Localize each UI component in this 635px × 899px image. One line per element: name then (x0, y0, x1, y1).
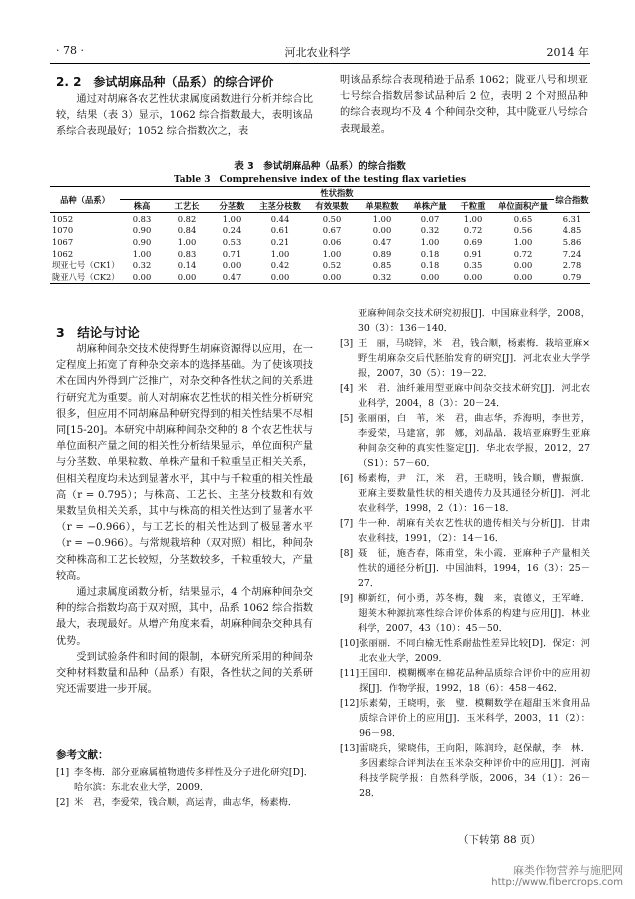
reference-number: [9] (340, 593, 354, 604)
reference-number: [4] (340, 383, 354, 394)
table-row (50, 236, 590, 248)
reference-number: [6] (340, 473, 354, 484)
header-rule (50, 63, 590, 64)
reference-text: 米 君．油纤兼用型亚麻中间杂交技术研究[J]．河北农业科学，2004，8（3）：20－24． (358, 383, 590, 409)
total-index-header: 综合指数 (555, 194, 589, 205)
reference-item (340, 696, 590, 741)
trait-index-cell: 0.90 (132, 236, 152, 247)
reference-text: 张丽丽，白 苇，米 君，曲志华，乔海明，李世芳，李爱荣，马建富，郭 娜，刘晶晶．栽培亚麻野生亚麻种间杂交种的真实性鉴定[J]．华北农学报，2012，27（S1）：57－60． (358, 413, 590, 469)
trait-index-cell: 0.47 (222, 272, 242, 283)
reference-number: [8] (340, 548, 354, 559)
reference-text: 雷晓兵，梁晓伟，王向阳，陈润玲，赵保献，李 林．多因素综合评判法在玉米杂交种评价中的应用[J]．河南科技学院学报：自然科学版，2006，34（1）：26－28． (359, 743, 590, 799)
trait-index-cell: 0.00 (222, 260, 242, 271)
reference-item (56, 765, 313, 795)
table-row (50, 259, 590, 271)
variety-name: 坝亚七号（CK1） (52, 260, 120, 271)
reference-text: 牛一种．胡麻有关农艺性状的遗传相关与分析[J]．甘肃农业科技，1991，（2）：14－16． (358, 518, 590, 544)
trait-index-cell: 0.72 (513, 248, 533, 259)
trait-index-cell: 0.18 (420, 248, 440, 259)
reference-text: 乐素菊，王晓明，张 璧．模糊数学在超甜玉米食用品质综合评价上的应用[J]．玉米科学，2003，11（2）：96－98． (359, 698, 590, 739)
continued-note: （下转第 88 页） (458, 834, 542, 846)
reference-number: [10] (340, 638, 360, 649)
trait-index-cell: 0.00 (322, 272, 342, 283)
reference-text: 亚麻种间杂交技术研究初报[J]．中国麻业科学，2008，30（3）：136－140． (358, 308, 590, 334)
total-index-cell: 5.86 (562, 236, 582, 247)
page-number: · 78 · (56, 44, 84, 57)
table-3 (50, 186, 590, 284)
reference-item (340, 666, 590, 696)
trait-index-cell: 1.00 (322, 248, 342, 259)
trait-index-cell: 0.44 (270, 213, 290, 224)
column-header: 株高 (133, 201, 151, 211)
column-header: 单株产量 (413, 201, 447, 211)
trait-index-cell: 0.69 (463, 236, 483, 247)
journal-name: 河北农业科学 (284, 46, 351, 59)
trait-index-cell: 1.00 (177, 236, 197, 247)
reference-text: 李冬梅．部分亚麻属植物遗传多样性及分子进化研究[D]．哈尔滨：东北农业大学，2009． (74, 767, 313, 793)
reference-text: 柳新红，何小勇，苏冬梅，魏 来，袁德义，王军峰．翅荚木种源抗寒性综合评价体系的构建与应用[J]．林业科学，2007，43（10）：45－50． (358, 593, 590, 634)
trait-index-cell: 0.72 (463, 225, 483, 236)
trait-index-cell: 0.61 (270, 225, 290, 236)
reference-item (340, 636, 590, 666)
section-2-2-heading: 2. 2 参试胡麻品种（品系）的综合评价 (56, 75, 274, 89)
reference-item (340, 306, 590, 336)
section-2-2-left-text: 通过对胡麻各农艺性状隶属度函数进行分析并综合比较，结果（表 3）显示，1062 综合指数最大，表明该品系综合表现最好；1052 综合指数次之，表 (56, 94, 313, 138)
column-header: 单果粒数 (365, 201, 399, 211)
trait-index-cell: 0.00 (420, 272, 440, 283)
trait-index-cell: 0.14 (177, 260, 197, 271)
section-3-heading: 3 结论与讨论 (56, 325, 140, 340)
table-caption-cn: 表 3 参试胡麻品种（品系）的综合指数 (234, 161, 406, 172)
reference-item (340, 411, 590, 471)
total-index-cell: 2.78 (562, 260, 582, 271)
section-3-paragraph-3: 受到试验条件和时间的限制，本研究所采用的种间杂交种材料数量和品种（品系）有限，各性状之间的关系研究还需要进一步开展。 (56, 651, 313, 696)
reference-item (340, 591, 590, 636)
trait-index-cell: 0.89 (372, 248, 392, 259)
trait-index-cell: 0.06 (322, 236, 342, 247)
trait-index-cell: 0.56 (513, 225, 533, 236)
reference-text: 聂 征，施杏春，陈甫堂，朱小霞．亚麻种子产量相关性状的通径分析[J]．中国油料，1994，16（3）：25－27． (358, 548, 590, 589)
total-index-cell: 6.31 (562, 213, 582, 224)
reference-item (340, 546, 590, 591)
trait-index-cell: 0.21 (270, 236, 290, 247)
column-header: 分茎数 (219, 201, 245, 211)
trait-index-cell: 0.00 (513, 260, 533, 271)
trait-index-cell: 0.71 (222, 248, 242, 259)
trait-index-cell: 0.07 (420, 213, 440, 224)
trait-index-cell: 0.91 (463, 248, 483, 259)
trait-index-cell: 0.90 (132, 225, 152, 236)
trait-index-cell: 0.00 (177, 272, 197, 283)
table-row (50, 271, 590, 284)
trait-index-cell: 0.83 (132, 213, 152, 224)
trait-index-cell: 0.32 (420, 225, 440, 236)
references-right-column (340, 306, 590, 801)
trait-index-cell: 0.67 (322, 225, 342, 236)
reference-number (340, 306, 358, 336)
trait-index-cell: 1.00 (222, 213, 242, 224)
reference-text: 王国印．模糊概率在棉花品种品质综合评价中的应用初探[J]．作物学报，1992，18（6）：458－462． (359, 668, 590, 694)
variety-name: 陇亚八号（CK2） (52, 272, 120, 283)
trait-index-cell: 0.00 (372, 225, 392, 236)
reference-number: [11] (340, 668, 360, 679)
column-header: 有效果数 (315, 201, 349, 211)
trait-index-cell: 1.00 (372, 213, 392, 224)
reference-item (56, 795, 313, 810)
reference-text: 王 丽，马晓锌，米 君，钱合顺，杨素梅．栽培亚麻×野生胡麻杂交后代胚胎发育的研究[J]．河北农业大学学报，2007，30（5）：19－22． (358, 338, 590, 379)
total-index-cell: 0.79 (562, 272, 582, 283)
variety-name: 1062 (52, 248, 74, 259)
variety-name: 1052 (52, 213, 74, 224)
trait-index-cell: 1.00 (513, 236, 533, 247)
column-header: 工艺长 (174, 201, 200, 211)
section-3-body (56, 342, 313, 698)
trait-index-cell: 0.32 (132, 260, 152, 271)
column-header: 单位面积产量 (498, 201, 548, 211)
column-header: 千粒重 (460, 201, 486, 211)
reference-item (340, 381, 590, 411)
reference-text: 米 君，李爱荣，钱合顺，高运青，曲志华，杨素梅． (74, 797, 298, 808)
trait-index-cell: 0.32 (372, 272, 392, 283)
trait-index-cell: 0.35 (463, 260, 483, 271)
trait-index-cell: 0.00 (463, 272, 483, 283)
reference-number: [1] (56, 767, 70, 778)
references-heading: 参考文献： (56, 749, 109, 761)
watermark-site-name: 麻类作物营养与施肥网 (513, 864, 623, 877)
table-row (50, 213, 590, 225)
reference-number: [2] (56, 797, 70, 808)
trait-index-header: 性状指数 (120, 187, 554, 200)
section-3-paragraph-1: 胡麻种间杂交技术使得野生胡麻资源得以应用，在一定程度上拓宽了育种杂交亲本的选择基础。为了使该项技术在国内外得到广泛推广，对杂交种各性状之间的关系进行研究尤为重要。前人对胡麻农艺性状的相关性分析研究很多，但应用不同胡麻品种研究得到的相关性结果不尽相同[15-20]。本研究中胡麻种间杂交种的 8 个农艺性状与单位面积产量之间的相关性分析结果显示，单位面积产量与分茎数、单果粒数、单株产量和千粒重呈正相关关系，但相关程度均未达到显著水平，其中与千粒重的相关性最高（r = 0.795）；与株高、工艺长、主茎分枝数和有效果数呈负相关关系，其中与株高的相关性达到了显著水平（r = −0.966），与工艺长的相关性达到了极显著水平（r = −0.966）。与常规栽培种（双对照）相比，种间杂交种株高和工艺长较短，分茎数较多，千粒重较大，产量较高。 (56, 344, 313, 582)
trait-index-cell: 0.00 (513, 272, 533, 283)
trait-index-cell: 0.85 (372, 260, 392, 271)
variety-header: 品种（品系） (60, 194, 110, 205)
reference-text: 杨素梅，尹 江，米 君，王晓明，钱合顺，曹振旗．亚麻主要数量性状的相关遗传力及其通径分析[J]．河北农业科学，1998，2（1）：16－18． (358, 473, 590, 514)
table-caption-en: Table 3 Comprehensive index of the testing flax varieties (173, 175, 467, 185)
trait-index-cell: 0.00 (270, 272, 290, 283)
variety-name: 1067 (52, 236, 74, 247)
reference-item (340, 516, 590, 546)
section-2-2-right-text: 明该品系综合表现稍逊于品系 1062；陇亚八号和坝亚七号综合指数居参试品种后 2 位，表明 2 个对照品种的综合表现均不及 4 个种间杂交种，其中陇亚八号综合表现最差。 (340, 75, 588, 135)
reference-number: [7] (340, 518, 354, 529)
trait-index-cell: 1.00 (463, 213, 483, 224)
reference-item (340, 471, 590, 516)
column-header: 主茎分枝数 (259, 201, 301, 211)
reference-item (340, 741, 590, 801)
reference-number: [3] (340, 338, 354, 349)
references-left-column (56, 765, 313, 810)
reference-number: [5] (340, 413, 354, 424)
trait-index-cell: 0.00 (132, 272, 152, 283)
trait-index-cell: 0.47 (372, 236, 392, 247)
variety-name: 1070 (52, 225, 74, 236)
watermark-url[interactable]: http://www.fibercrops.com (491, 877, 623, 888)
trait-index-cell: 0.82 (177, 213, 197, 224)
trait-index-cell: 0.50 (322, 213, 342, 224)
reference-item (340, 336, 590, 381)
trait-index-cell: 0.53 (222, 236, 242, 247)
reference-text: 张丽丽．不同白榆无性系耐盐性差异比较[D]．保定：河北农业大学，2009． (359, 638, 590, 664)
trait-index-cell: 0.83 (177, 248, 197, 259)
year-label: 2014 年 (546, 46, 589, 59)
table-row (50, 248, 590, 260)
reference-number: [12] (340, 698, 360, 709)
table-row (50, 225, 590, 237)
section-3-paragraph-2: 通过隶属度函数分析，结果显示，4 个胡麻种间杂交种的综合指数均高于双对照，其中，品系 1062 综合指数最大，表现最好。从增产角度来看，胡麻种间杂交种具有优势。 (56, 587, 313, 647)
total-index-cell: 7.24 (562, 248, 582, 259)
trait-index-cell: 1.00 (420, 236, 440, 247)
trait-index-cell: 0.42 (270, 260, 290, 271)
trait-index-cell: 0.65 (513, 213, 533, 224)
trait-index-cell: 0.52 (322, 260, 342, 271)
total-index-cell: 4.85 (562, 225, 582, 236)
trait-index-cell: 0.18 (420, 260, 440, 271)
trait-index-cell: 1.00 (132, 248, 152, 259)
trait-index-cell: 0.84 (177, 225, 197, 236)
trait-index-cell: 0.24 (222, 225, 242, 236)
trait-index-cell: 1.00 (270, 248, 290, 259)
reference-number: [13] (340, 743, 360, 754)
